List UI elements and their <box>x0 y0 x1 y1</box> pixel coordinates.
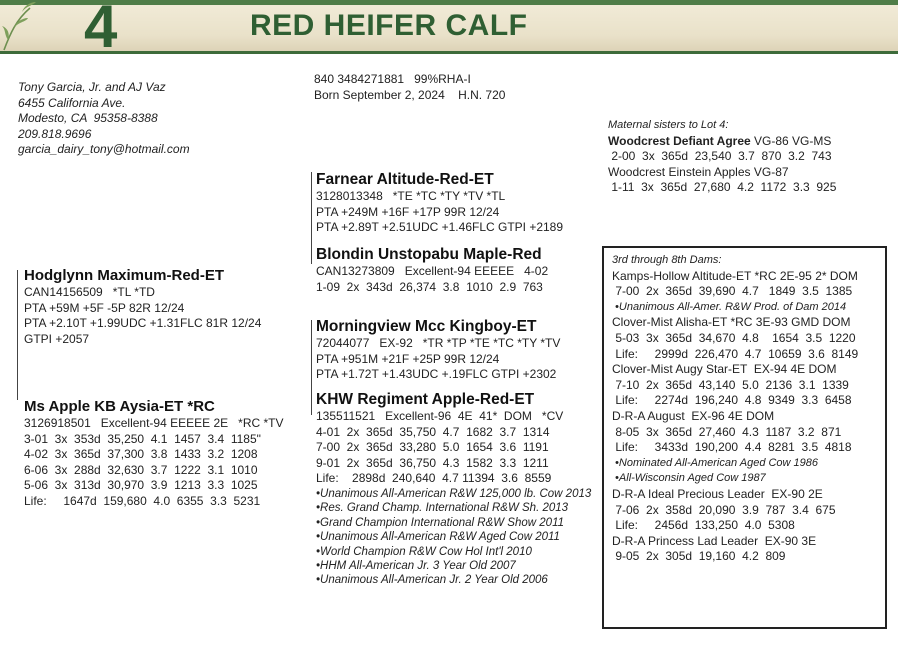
sire-dam-block <box>316 245 548 295</box>
ancestral-dams-content <box>612 253 858 565</box>
leaf-ornament-icon <box>0 0 40 54</box>
dam-life-row: Life: 1647d 159,680 4.0 6355 3.3 5231 <box>24 493 261 508</box>
dam-dam-record-row: 4-01 2x 365d 35,750 4.7 1682 3.7 1314 <box>316 424 550 439</box>
honor-item: •Unanimous All-American Jr. 2 Year Old 2006 <box>316 574 548 587</box>
header-banner <box>0 0 898 54</box>
honor-item: •HHM All-American Jr. 3 Year Old 2007 <box>316 560 516 572</box>
dam-ancestor-record: 8-05 3x 365d 27,460 4.3 1187 3.2 871 <box>612 424 842 439</box>
banner-top-stripe <box>0 0 898 5</box>
dam-sire-line: 72044077 EX-92 *TR *TP *TE *TC *TY *TV <box>316 336 561 350</box>
sire-sire-block <box>316 170 563 236</box>
dam-ancestor-name: Clover-Mist Alisha-ET *RC 3E-93 GMD DOM <box>612 315 851 330</box>
dam-ancestor-record: 5-03 3x 365d 34,670 4.8 1654 3.5 1220 <box>612 330 856 345</box>
dam-line: 3126918501 Excellent-94 EEEEE 2E *RC *TV <box>24 416 284 430</box>
sire-sire-line: PTA +249M +16F +17P 99R 12/24 <box>316 204 500 219</box>
maternal-sisters-heading: Maternal sisters to Lot 4: <box>608 119 729 131</box>
sire-dam-line: 1-09 2x 343d 26,374 3.8 1010 2.9 763 <box>316 279 543 294</box>
consignor-phone: 209.818.9696 <box>18 126 92 141</box>
honor-item: •Unanimous All-American R&W Aged Cow 2011 <box>316 531 560 544</box>
consignor-block <box>18 80 190 158</box>
dam-record-row: 5-06 3x 313d 30,970 3.9 1213 3.3 1025 <box>24 478 258 493</box>
ancestral-dams-box <box>602 246 887 629</box>
dam-ancestor-honor: •All-Wisconsin Aged Cow 1987 <box>612 472 766 485</box>
dam-ancestor-name: Clover-Mist Augy Star-ET EX-94 4E DOM <box>612 362 837 377</box>
lot-title: RED HEIFER CALF <box>250 9 528 42</box>
consignor-email: garcia_dairy_tony@hotmail.com <box>18 142 190 157</box>
lot-number: 4 <box>84 0 117 54</box>
dam-sire-line: PTA +1.72T +1.43UDC +.19FLC GTPI +2302 <box>316 367 557 382</box>
sire-sire-line: PTA +2.89T +2.51UDC +1.46FLC GTPI +2189 <box>316 220 564 235</box>
sister-2-title: Woodcrest Einstein Apples VG-87 <box>608 164 789 179</box>
dam-ancestor-life: Life: 3433d 190,200 4.4 8281 3.5 4818 <box>612 440 852 455</box>
dam-dam-line: 135511521 Excellent-96 4E 41* DOM *CV <box>316 409 564 423</box>
sister-1-record: 2-00 3x 365d 23,540 3.7 870 3.2 743 <box>608 149 832 164</box>
sire-line: CAN14156509 *TL *TD <box>24 285 155 299</box>
dam-ancestor-life: Life: 2999d 226,470 4.7 10659 3.6 8149 <box>612 346 859 361</box>
sister-1-name: Woodcrest Defiant Agree <box>608 133 751 148</box>
dam-record-row: 4-02 3x 365d 37,300 3.8 1433 3.2 1208 <box>24 447 258 462</box>
dam-ancestor-record: 7-06 2x 358d 20,090 3.9 787 3.4 675 <box>612 502 836 517</box>
honor-item: •World Champion R&W Cow Hol Int'l 2010 <box>316 545 532 558</box>
dam-ancestor-name: D-R-A August EX-96 4E DOM <box>612 408 775 423</box>
dam-ancestor-record: 9-05 2x 305d 19,160 4.2 809 <box>612 549 786 564</box>
dam-ancestor-record: 7-10 2x 365d 43,140 5.0 2136 3.1 1339 <box>612 377 849 392</box>
consignor-city: Modesto, CA 95358-8388 <box>18 111 158 126</box>
sire-dam-line: CAN13273809 Excellent-94 EEEEE 4-02 <box>316 264 549 278</box>
sire-line: GTPI +2057 <box>24 331 90 346</box>
dam-sire-block <box>316 317 560 383</box>
calf-id-line: 840 3484271881 99%RHA-I <box>314 72 471 86</box>
dam-ancestor-life: Life: 2456d 133,250 4.0 5308 <box>612 518 795 533</box>
dam-dam-life-row: Life: 2898d 240,640 4.7 11394 3.6 8559 <box>316 471 552 486</box>
honor-item: •Grand Champion International R&W Show 2011 <box>316 516 565 529</box>
dam-dam-name: KHW Regiment Apple-Red-ET <box>316 391 535 408</box>
calf-id-block <box>314 72 505 103</box>
dam-ancestor-name: Kamps-Hollow Altitude-ET *RC 2E-95 2* DOM <box>612 268 858 283</box>
honor-item: •Res. Grand Champ. International R&W Sh. 2013 <box>316 502 569 515</box>
consignor-name: Tony Garcia, Jr. and AJ Vaz <box>18 80 166 94</box>
consignor-street: 6455 California Ave. <box>18 95 126 110</box>
dam-block <box>24 398 283 510</box>
dam-ancestor-honor: •Unanimous All-Amer. R&W Prod. of Dam 2014 <box>612 300 847 313</box>
sire-name: Hodglynn Maximum-Red-ET <box>24 267 225 284</box>
dam-sire-line: PTA +951M +21F +25P 99R 12/24 <box>316 351 500 366</box>
dam-dam-record-row: 9-01 2x 365d 36,750 4.3 1582 3.3 1211 <box>316 455 549 470</box>
dam-ancestor-name: D-R-A Princess Lad Leader EX-90 3E <box>612 533 817 548</box>
calf-born-line: Born September 2, 2024 H.N. 720 <box>314 87 506 102</box>
sister-2-record: 1-11 3x 365d 27,680 4.2 1172 3.3 925 <box>608 180 837 195</box>
dam-ancestor-name: D-R-A Ideal Precious Leader EX-90 2E <box>612 486 823 501</box>
honor-item: •Unanimous All-American R&W 125,000 lb. Cow 2013 <box>316 487 592 500</box>
sire-line: PTA +59M +5F -5P 82R 12/24 <box>24 300 185 315</box>
sire-line: PTA +2.10T +1.99UDC +1.31FLC 81R 12/24 <box>24 316 262 331</box>
dam-sire-name: Morningview Mcc Kingboy-ET <box>316 318 537 335</box>
sire-dam-name: Blondin Unstopabu Maple-Red <box>316 246 542 263</box>
pedigree-bracket-dam <box>311 320 312 415</box>
dam-dam-record-row: 7-00 2x 365d 33,280 5.0 1654 3.6 1191 <box>316 440 549 455</box>
ancestral-dams-heading: 3rd through 8th Dams: <box>612 254 722 266</box>
dam-dam-block <box>316 390 591 588</box>
dam-ancestor-record: 7-00 2x 365d 39,690 4.7 1849 3.5 1385 <box>612 284 853 299</box>
dam-record-row: 6-06 3x 288d 32,630 3.7 1222 3.1 1010 <box>24 462 258 477</box>
dam-ancestor-life: Life: 2274d 196,240 4.8 9349 3.3 6458 <box>612 393 852 408</box>
dam-name: Ms Apple KB Aysia-ET *RC <box>24 398 215 415</box>
sister-1-score: VG-86 VG-MS <box>750 133 832 148</box>
dam-record-row: 3-01 3x 353d 35,250 4.1 1457 3.4 1185" <box>24 431 261 446</box>
pedigree-bracket-sire <box>311 172 312 264</box>
pedigree-bracket-main <box>17 270 18 400</box>
sire-sire-name: Farnear Altitude-Red-ET <box>316 171 494 188</box>
maternal-sisters-block <box>608 118 836 196</box>
sire-sire-line: 3128013348 *TE *TC *TY *TV *TL <box>316 189 506 203</box>
dam-ancestor-honor: •Nominated All-American Aged Cow 1986 <box>612 456 819 469</box>
sire-block <box>24 267 261 347</box>
sister-1-title <box>608 134 836 150</box>
